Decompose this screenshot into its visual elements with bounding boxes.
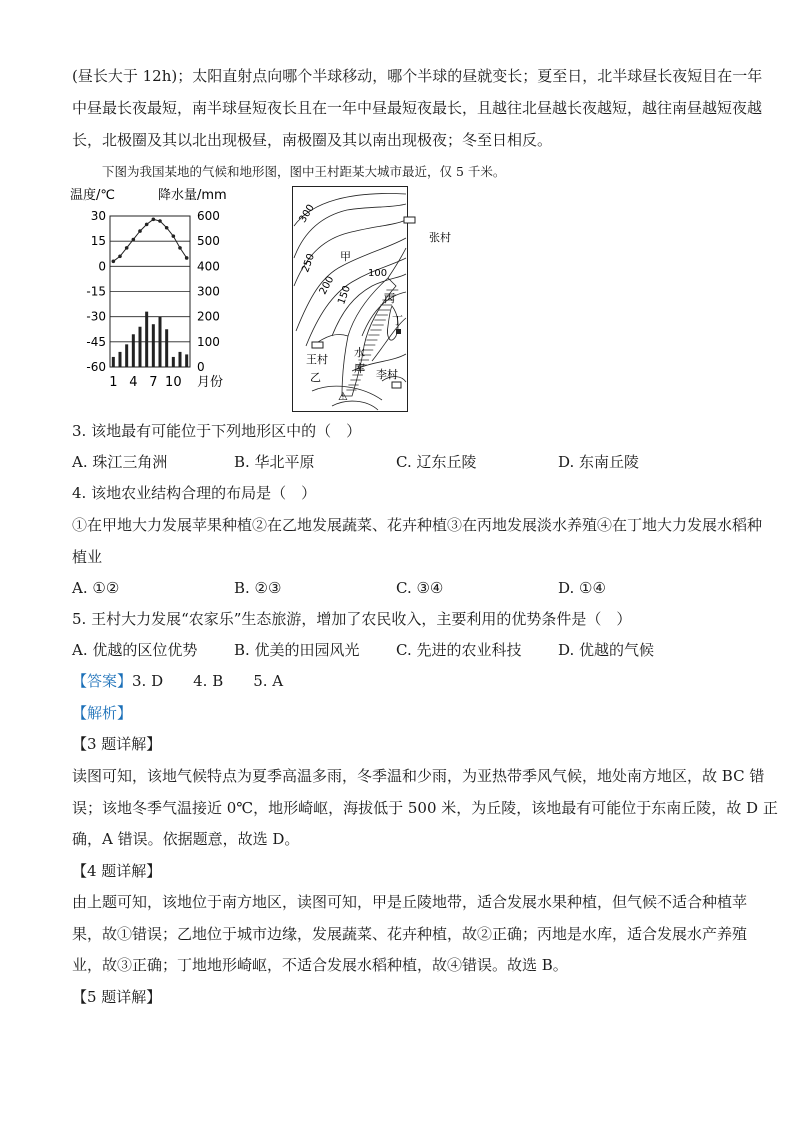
q4-option-a[interactable]: A. ①② xyxy=(72,579,120,597)
x-tick-label: 7 xyxy=(149,375,158,390)
precipitation-bar xyxy=(119,352,122,367)
temperature-point xyxy=(185,256,189,260)
left-tick-label: 15 xyxy=(90,234,106,249)
precipitation-bar xyxy=(112,357,115,367)
temperature-point xyxy=(138,229,142,233)
q4-option-c[interactable]: C. ③④ xyxy=(396,579,444,597)
left-tick-label: -60 xyxy=(86,360,106,374)
intro-line-2: 中昼最长夜最短，南半球昼短夜长且在一年中昼最短夜最长，且越往北昼越长夜越短，越往南昼越短夜越 xyxy=(72,99,763,117)
q5-option-b[interactable]: B. 优美的田园风光 xyxy=(234,641,360,659)
temperature-point xyxy=(112,260,116,264)
intro-line-1: (昼长大于 12h)；太阳直射点向哪个半球移动，哪个半球的昼就变长；夏至日，北半球昼长夜短目在一年 xyxy=(72,67,763,85)
detail-4-line-2: 果，故①错误；乙地位于城市边缘，发展蔬菜、花卉种植，故②正确；丙地是水库，适合发展水产养殖 xyxy=(72,925,748,943)
contour-label-200: 200 xyxy=(317,274,337,297)
q4-statements-2: 植业 xyxy=(72,548,103,566)
precipitation-bar xyxy=(185,354,188,367)
temperature-point xyxy=(172,234,176,238)
precipitation-bar xyxy=(132,334,135,367)
q4-option-d[interactable]: D. ①④ xyxy=(558,579,606,597)
temperature-line xyxy=(113,219,186,261)
precipitation-bar xyxy=(139,327,142,367)
right-tick-label: 100 xyxy=(197,334,220,349)
right-tick-label: 0 xyxy=(197,360,205,374)
contour-label-100: 100 xyxy=(368,268,388,279)
label-licun: 李村 xyxy=(376,368,398,381)
answer-line xyxy=(72,671,722,691)
temperature-point xyxy=(132,238,136,242)
right-tick-label: 300 xyxy=(197,284,220,299)
contour-label-300: 300 xyxy=(297,202,317,225)
temperature-point xyxy=(125,246,129,250)
x-tick-label: 4 xyxy=(129,375,138,390)
right-tick-label: 200 xyxy=(197,309,220,324)
precipitation-bar xyxy=(159,317,162,367)
right-tick-label: 600 xyxy=(197,209,220,223)
x-tick-label: 1 xyxy=(109,375,118,390)
temperature-point xyxy=(118,254,122,258)
label-reservoir-1: 水 xyxy=(354,346,365,359)
precipitation-bar xyxy=(125,344,128,367)
figure-caption: 下图为我国某地的气候和地形图，图中王村距某大城市最近，仅 5 千米。 xyxy=(102,164,506,179)
left-tick-label: 30 xyxy=(90,209,106,223)
precipitation-bar xyxy=(165,329,168,367)
peak-icon: ⚠ xyxy=(338,390,348,403)
topographic-map xyxy=(292,186,451,412)
answer-tag: 【答案】 xyxy=(72,672,133,690)
right-tick-label: 500 xyxy=(197,234,220,249)
label-yi: 乙 xyxy=(310,371,321,384)
q3-option-c[interactable]: C. 辽东丘陵 xyxy=(396,453,477,471)
q5-option-a[interactable]: A. 优越的区位优势 xyxy=(72,641,198,659)
q4-option-b[interactable]: B. ②③ xyxy=(234,579,282,597)
left-tick-label: -30 xyxy=(86,309,106,324)
intro-line-3: 长，北极圈及其以北出现极昼，南极圈及其以南出现极夜；冬至日相反。 xyxy=(72,131,553,149)
right-tick-label: 400 xyxy=(197,259,220,274)
detail-4-line-1: 由上题可知，该地位于南方地区，读图可知，甲是丘陵地带，适合发展水果种植，但气候不适合种植苹 xyxy=(72,893,748,911)
precipitation-bar xyxy=(152,324,155,367)
zhangcun-marker xyxy=(404,217,415,223)
q4-stem: 4. 该地农业结构合理的布局是（ ） xyxy=(72,484,317,502)
right-axis-label: 降水量/mm xyxy=(158,188,227,203)
left-tick-label: -15 xyxy=(86,284,106,299)
x-tick-label: 10 xyxy=(165,375,182,390)
temperature-point xyxy=(158,219,162,223)
dingcun-marker xyxy=(396,329,401,334)
q3-stem: 3. 该地最有可能位于下列地形区中的（ ） xyxy=(72,422,362,440)
left-tick-label: 0 xyxy=(98,259,106,274)
q3-option-a[interactable]: A. 珠江三角洲 xyxy=(72,453,168,471)
label-reservoir-2: 库 xyxy=(354,362,365,375)
label-wangcun: 王村 xyxy=(306,353,328,366)
temperature-point xyxy=(178,246,182,250)
precipitation-bar xyxy=(179,352,182,367)
detail-5-tag: 【5 题详解】 xyxy=(72,988,162,1006)
temperature-point xyxy=(165,226,169,230)
precipitation-bar xyxy=(172,357,175,367)
q5-option-c[interactable]: C. 先进的农业科技 xyxy=(396,641,522,659)
detail-3-tag: 【3 题详解】 xyxy=(72,735,162,753)
q4-statements-1: ①在甲地大力发展苹果种植②在乙地发展蔬菜、花卉种植③在丙地发展淡水养殖④在丁地大力发展水稻种 xyxy=(72,516,763,534)
x-axis-label: 月份 xyxy=(197,375,224,390)
contour-label-250: 250 xyxy=(300,252,318,275)
detail-3-line-2: 误；该地冬季气温接近 0℃，地形崎岖，海拔低于 500 米，为丘陵，该地最有可能位于东南丘陵，故 D 正 xyxy=(72,799,778,817)
q3-option-d[interactable]: D. 东南丘陵 xyxy=(558,453,640,471)
temperature-point xyxy=(152,218,156,222)
label-jia: 甲 xyxy=(340,250,351,263)
detail-3-line-1: 读图可知，该地气候特点为夏季高温多雨，冬季温和少雨，为亚热带季风气候，地处南方地区，故 BC 错 xyxy=(72,767,765,785)
licun-marker xyxy=(392,382,401,388)
analysis-tag: 【解析】 xyxy=(72,704,133,722)
q3-option-b[interactable]: B. 华北平原 xyxy=(234,453,315,471)
detail-3-line-3: 确，A 错误。依据题意，故选 D。 xyxy=(72,830,300,848)
left-tick-label: -45 xyxy=(86,334,106,349)
wangcun-marker xyxy=(312,342,323,348)
left-axis-label: 温度/℃ xyxy=(70,188,115,203)
answer-text: 3. D 4. B 5. A xyxy=(132,672,284,690)
precipitation-bar xyxy=(145,312,148,367)
contour-label-150: 150 xyxy=(336,284,354,307)
label-ding: 丁 xyxy=(392,314,403,327)
q5-option-d[interactable]: D. 优越的气候 xyxy=(558,641,655,659)
q5-stem: 5. 王村大力发展“农家乐”生态旅游，增加了农民收入，主要利用的优势条件是（ ） xyxy=(72,610,632,628)
detail-4-tag: 【4 题详解】 xyxy=(72,862,162,880)
label-zhangcun: 张村 xyxy=(429,231,451,244)
label-bing: 丙 xyxy=(384,292,395,305)
temperature-point xyxy=(145,223,149,227)
climate-chart xyxy=(66,183,246,393)
detail-4-line-3: 业，故③正确；丁地地形崎岖，不适合发展水稻种植，故④错误。故选 B。 xyxy=(72,956,568,974)
